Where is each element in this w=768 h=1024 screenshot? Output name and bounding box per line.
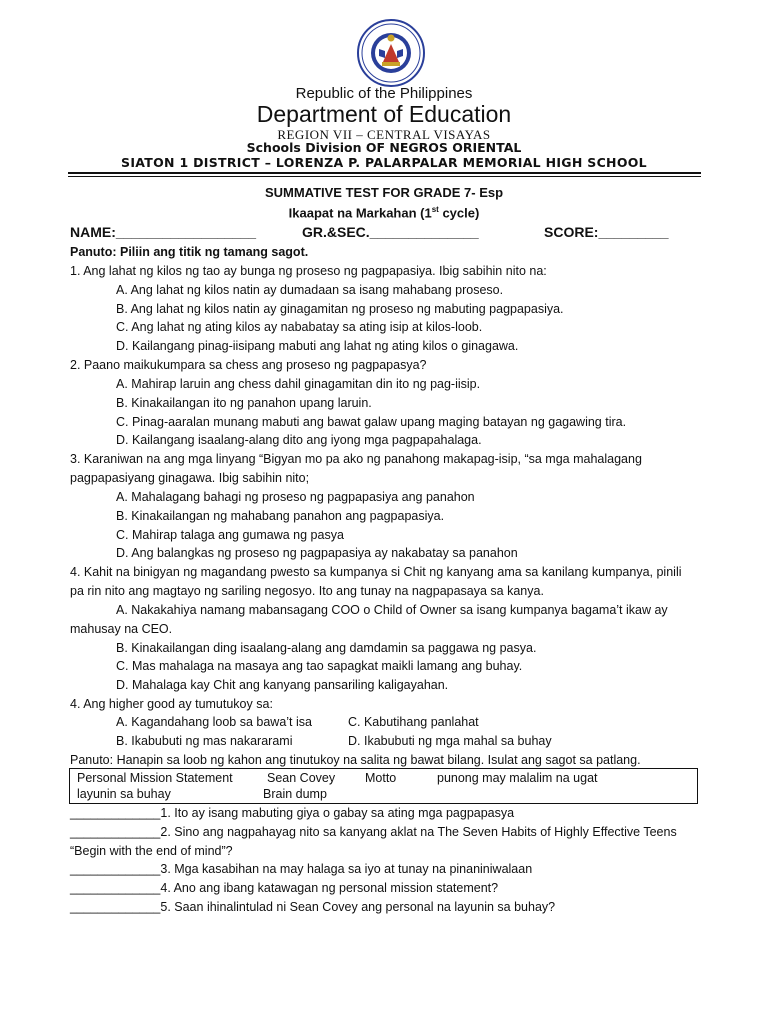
q2-choice-b: B. Kinakailangan ito ng panahon upang laruin. (116, 396, 372, 410)
fill-item-2-cont: “Begin with the end of mind”? (70, 844, 233, 858)
score-field[interactable]: SCORE:_________ (544, 224, 669, 240)
question-1: 1. Ang lahat ng kilos ng tao ay bunga ng proseso ng pagpapasiya. Ibig sabihin nito na: (70, 264, 547, 278)
word-bank-item: Motto (365, 771, 397, 785)
word-bank-item: punong may malalim na ugat (437, 771, 598, 785)
q1-choice-a: A. Ang lahat ng kilos natin ay dumadaan sa isang mahabang proseso. (116, 283, 504, 297)
region-heading: REGION VII – CENTRAL VISAYAS (277, 127, 491, 142)
header-divider (68, 172, 701, 174)
question-4: 4. Kahit na binigyan ng magandang pwesto sa kumpanya si Chit ng kanyang ama sa kanilang kumpanya, pinili (70, 565, 682, 579)
question-2: 2. Paano maikukumpara sa chess ang proseso ng pagpapasya? (70, 358, 427, 372)
q3-choice-a: A. Mahalagang bahagi ng proseso ng pagpapasiya ang panahon (116, 490, 475, 504)
question-3-cont: pagpapasiyang ginagawa. Ibig sabihin nito; (70, 471, 310, 485)
question-3: 3. Karaniwan na ang mga linyang “Bigyan mo pa ako ng panahong makapag-isip, “sa mga mahalagang (70, 452, 642, 466)
q3-choice-b: B. Kinakailangan ng mahabang panahon ang pagpapasiya. (116, 509, 445, 523)
department-heading: Department of Education (256, 101, 512, 127)
fill-item-3[interactable]: _____________3. Mga kasabihan na may halaga sa iyo at tunay na pinaniniwalaan (70, 862, 533, 876)
q1-choice-c: C. Ang lahat ng ating kilos ay nababatay sa ating isip at kilos-loob. (116, 320, 483, 334)
question-4-cont: pa rin nito ang magtayo ng sariling negosyo. Ito ang tunay na nagpapasaya sa kanya. (70, 584, 544, 598)
question-5: 4. Ang higher good ay tumutukoy sa: (70, 697, 273, 711)
instruction-part1: Panuto: Piliin ang titik ng tamang sagot. (70, 245, 309, 259)
deped-seal-icon (352, 18, 430, 88)
instruction-part2: Panuto: Hanapin sa loob ng kahon ang tinutukoy na salita ng bawat bilang. Isulat ang sagot sa patlang. (70, 753, 641, 767)
test-subtitle: Ikaapat na Markahan (1st cycle) (288, 205, 480, 221)
q2-choice-a: A. Mahirap laruin ang chess dahil ginagamitan din ito ng pag-iisip. (116, 377, 481, 391)
word-bank-item: Personal Mission Statement (77, 771, 233, 785)
q3-choice-c: C. Mahirap talaga ang gumawa ng pasya (116, 528, 344, 542)
q4-choice-a: A. Nakakahiya namang mabansagang COO o Child of Owner sa isang kumpanya bagama’t ikaw ay (116, 603, 668, 617)
word-bank-item: layunin sa buhay (77, 787, 171, 801)
q5-choice-d: D. Ikabubuti ng mga mahal sa buhay (348, 734, 552, 748)
q5-choice-b: B. Ikabubuti ng mas nakararami (116, 734, 293, 748)
word-bank-item: Brain dump (263, 787, 327, 801)
q4-choice-b: B. Kinakailangan ding isaalang-alang ang damdamin sa paggawa ng pasya. (116, 641, 537, 655)
q2-choice-c: C. Pinag-aaralan munang mabuti ang bawat galaw upang maging batayan ng gagawing tira. (116, 415, 627, 429)
name-field[interactable]: NAME:__________________ (70, 224, 257, 240)
q1-choice-b: B. Ang lahat ng kilos natin ay ginagamitan ng proseso ng mabuting pagpapasiya. (116, 302, 564, 316)
word-bank-item: Sean Covey (267, 771, 336, 785)
q2-choice-d: D. Kailangang isaalang-alang dito ang iyong mga pagpapahalaga. (116, 433, 482, 447)
fill-item-4[interactable]: _____________4. Ano ang ibang katawagan ng personal mission statement? (70, 881, 499, 895)
fill-item-1[interactable]: _____________1. Ito ay isang mabuting giya o gabay sa ating mga pagpapasya (70, 806, 515, 820)
school-heading: SIATON 1 DISTRICT – LORENZA P. PALARPALAR MEMORIAL HIGH SCHOOL (121, 155, 647, 170)
republic-heading: Republic of the Philippines (295, 85, 473, 102)
q5-choice-a: A. Kagandahang loob sa bawa’t isa (116, 715, 312, 729)
q4-choice-d: D. Mahalaga kay Chit ang kanyang pansariling kaligayahan. (116, 678, 449, 692)
q1-choice-d: D. Kailangang pinag-iisipang mabuti ang lahat ng ating kilos o ginagawa. (116, 339, 519, 353)
header-divider-thin (68, 176, 701, 177)
fill-item-2[interactable]: _____________2. Sino ang nagpahayag nito sa kanyang aklat na The Seven Habits of Highly Effective Teens (70, 825, 677, 839)
grade-section-field[interactable]: GR.&SEC.______________ (302, 224, 479, 240)
q4-choice-c: C. Mas mahalaga na masaya ang tao sapagkat maikli lamang ang buhay. (116, 659, 523, 673)
word-bank-box (69, 768, 698, 804)
q3-choice-d: D. Ang balangkas ng proseso ng pagpapasiya ay nakabatay sa panahon (116, 546, 518, 560)
division-heading: Schools Division OF NEGROS ORIENTAL (246, 140, 522, 155)
q4-choice-a-cont: mahusay na CEO. (70, 622, 173, 636)
test-title: SUMMATIVE TEST FOR GRADE 7- Esp (264, 185, 504, 200)
q5-choice-c: C. Kabutihang panlahat (348, 715, 479, 729)
fill-item-5[interactable]: _____________5. Saan ihinalintulad ni Sean Covey ang personal na layunin sa buhay? (70, 900, 556, 914)
